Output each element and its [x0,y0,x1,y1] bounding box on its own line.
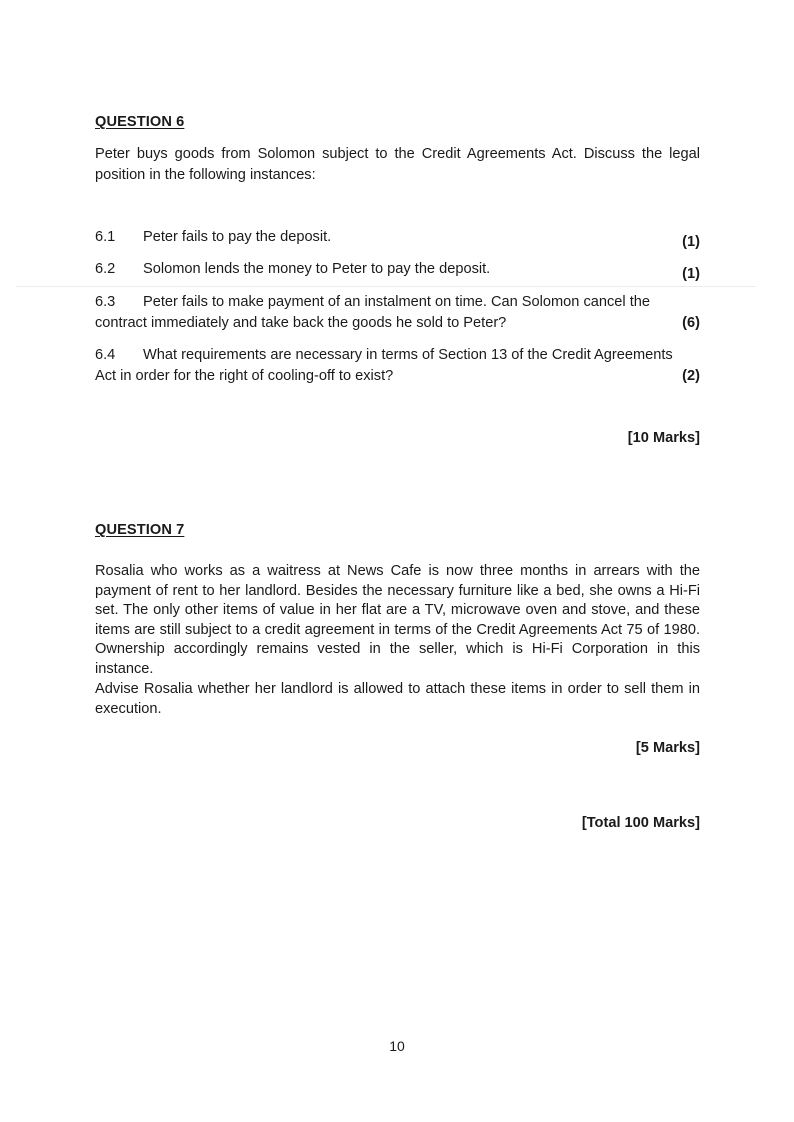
question-item-6-3 [95,292,700,334]
question-7-paragraph-2: Advise Rosalia whether her landlord is allowed to attach these items in order to sell them in execution. [95,681,700,717]
item-number: 6.4 [95,347,116,363]
item-number: 6.3 [95,294,116,310]
item-marks: (6) [682,315,700,331]
question-6-intro-line-2: position in the following instances: [95,167,316,183]
question-item-6-1 [95,229,700,250]
question-7-total-marks: [5 Marks] [635,740,700,756]
question-6-total-marks: [10 Marks] [627,430,700,446]
grand-total-marks: [Total 100 Marks] [581,815,700,831]
item-text-line-2: Act in order for the right of cooling-off to exist? [95,368,394,384]
item-text-line-1: Peter fails to make payment of an instalment on time. Can Solomon cancel the [143,294,650,310]
scan-line [16,286,756,287]
item-text: Solomon lends the money to Peter to pay the deposit. [143,261,491,277]
item-number: 6.2 [95,261,116,277]
question-item-6-2 [95,261,700,282]
question-7-heading: QUESTION 7 [95,522,185,538]
item-text-line-2: contract immediately and take back the goods he sold to Peter? [95,315,507,331]
item-marks: (2) [682,368,700,384]
item-text-line-1: What requirements are necessary in terms of Section 13 of the Credit Agreements [143,347,673,363]
item-marks: (1) [682,266,700,282]
page-number: 10 [389,1038,405,1054]
item-text: Peter fails to pay the deposit. [143,229,332,245]
question-7-paragraph-1: Rosalia who works as a waitress at News Cafe is now three months in arrears with the payment of rent to her landlord. Besides the necessary furniture like a bed, she owns a Hi-Fi set. The only other items of value in her flat are a TV, microwave oven and stove, and these items are still subject to a credit agreement in terms of the Credit Agreements Act 75 of 1980. Ownership accordingly remains vested in the seller, which is Hi-Fi Corporation in this instance. [95,563,700,677]
question-item-6-4 [95,345,700,387]
item-marks: (1) [682,234,700,250]
item-number: 6.1 [95,229,116,245]
question-6-heading: QUESTION 6 [95,114,185,130]
question-6-intro-line-1: Peter buys goods from Solomon subject to the Credit Agreements Act. Discuss the legal [95,146,700,162]
